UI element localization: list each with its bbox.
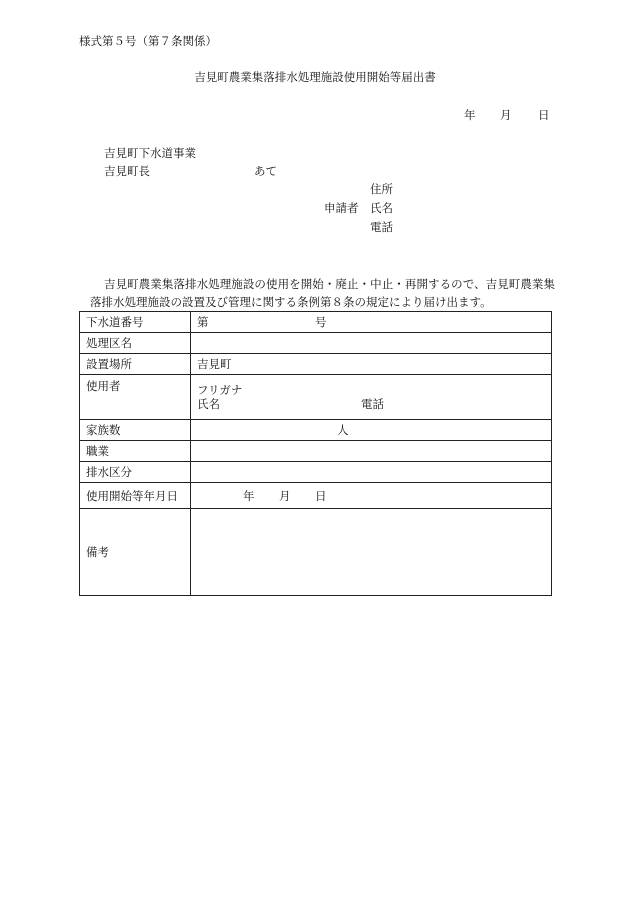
applicant-phone-label: 電話 xyxy=(370,220,393,234)
user-phone-label: 電話 xyxy=(361,397,384,411)
drainage-type-field[interactable] xyxy=(191,462,552,483)
addressee-suffix: あて xyxy=(254,164,277,178)
table-row xyxy=(80,333,552,354)
date-day-label: 日 xyxy=(538,108,550,122)
start-date-label: 使用開始等年月日 xyxy=(80,483,191,509)
user-field[interactable] xyxy=(191,375,552,420)
user-name-label: 氏名 xyxy=(197,397,220,411)
applicant-address-label: 住所 xyxy=(370,182,393,196)
user-furigana-label: フリガナ xyxy=(197,383,243,397)
table-row xyxy=(80,509,552,596)
district-label: 処理区名 xyxy=(80,333,191,354)
start-date-day: 日 xyxy=(315,488,327,503)
applicant-name-label: 氏名 xyxy=(370,201,393,215)
occupation-label: 職業 xyxy=(80,441,191,462)
remarks-field[interactable] xyxy=(191,509,552,596)
drainage-type-label: 排水区分 xyxy=(80,462,191,483)
table-row xyxy=(80,441,552,462)
remarks-label: 備考 xyxy=(80,509,191,596)
location-label: 設置場所 xyxy=(80,354,191,375)
addressee-org: 吉見町下水道事業 xyxy=(104,146,196,160)
location-field[interactable]: 吉見町 xyxy=(191,354,552,375)
start-date-year: 年 xyxy=(243,488,255,503)
notification-statement: 吉見町農業集落排水処理施設の使用を開始・廃止・中止・再開するので、吉見町農業集落排水処理施設の設置及び管理に関する条例第８条の規定により届け出ます。 xyxy=(90,277,555,309)
start-date-field[interactable] xyxy=(191,483,552,509)
start-date-month: 月 xyxy=(279,488,291,503)
form-number: 様式第５号（第７条関係） xyxy=(79,34,217,48)
table-row xyxy=(80,312,552,333)
sewer-number-suffix: 号 xyxy=(315,315,327,329)
submission-date xyxy=(464,108,550,122)
sewer-number-field[interactable] xyxy=(191,312,552,333)
sewer-number-label: 下水道番号 xyxy=(80,312,191,333)
family-label: 家族数 xyxy=(80,420,191,441)
sewer-number-prefix: 第 xyxy=(197,315,209,329)
notification-table xyxy=(79,311,552,596)
family-field[interactable] xyxy=(191,420,552,441)
user-label: 使用者 xyxy=(80,375,191,420)
table-row xyxy=(80,462,552,483)
table-row xyxy=(80,354,552,375)
form-title: 吉見町農業集落排水処理施設使用開始等届出書 xyxy=(194,70,436,84)
date-year-label: 年 xyxy=(464,108,476,122)
table-row xyxy=(80,375,552,420)
addressee-title: 吉見町長 xyxy=(104,164,150,178)
date-month-label: 月 xyxy=(500,108,512,122)
family-unit: 人 xyxy=(337,423,349,437)
table-row xyxy=(80,483,552,509)
table-row xyxy=(80,420,552,441)
occupation-field[interactable] xyxy=(191,441,552,462)
district-field[interactable] xyxy=(191,333,552,354)
applicant-label: 申請者 xyxy=(324,201,359,215)
